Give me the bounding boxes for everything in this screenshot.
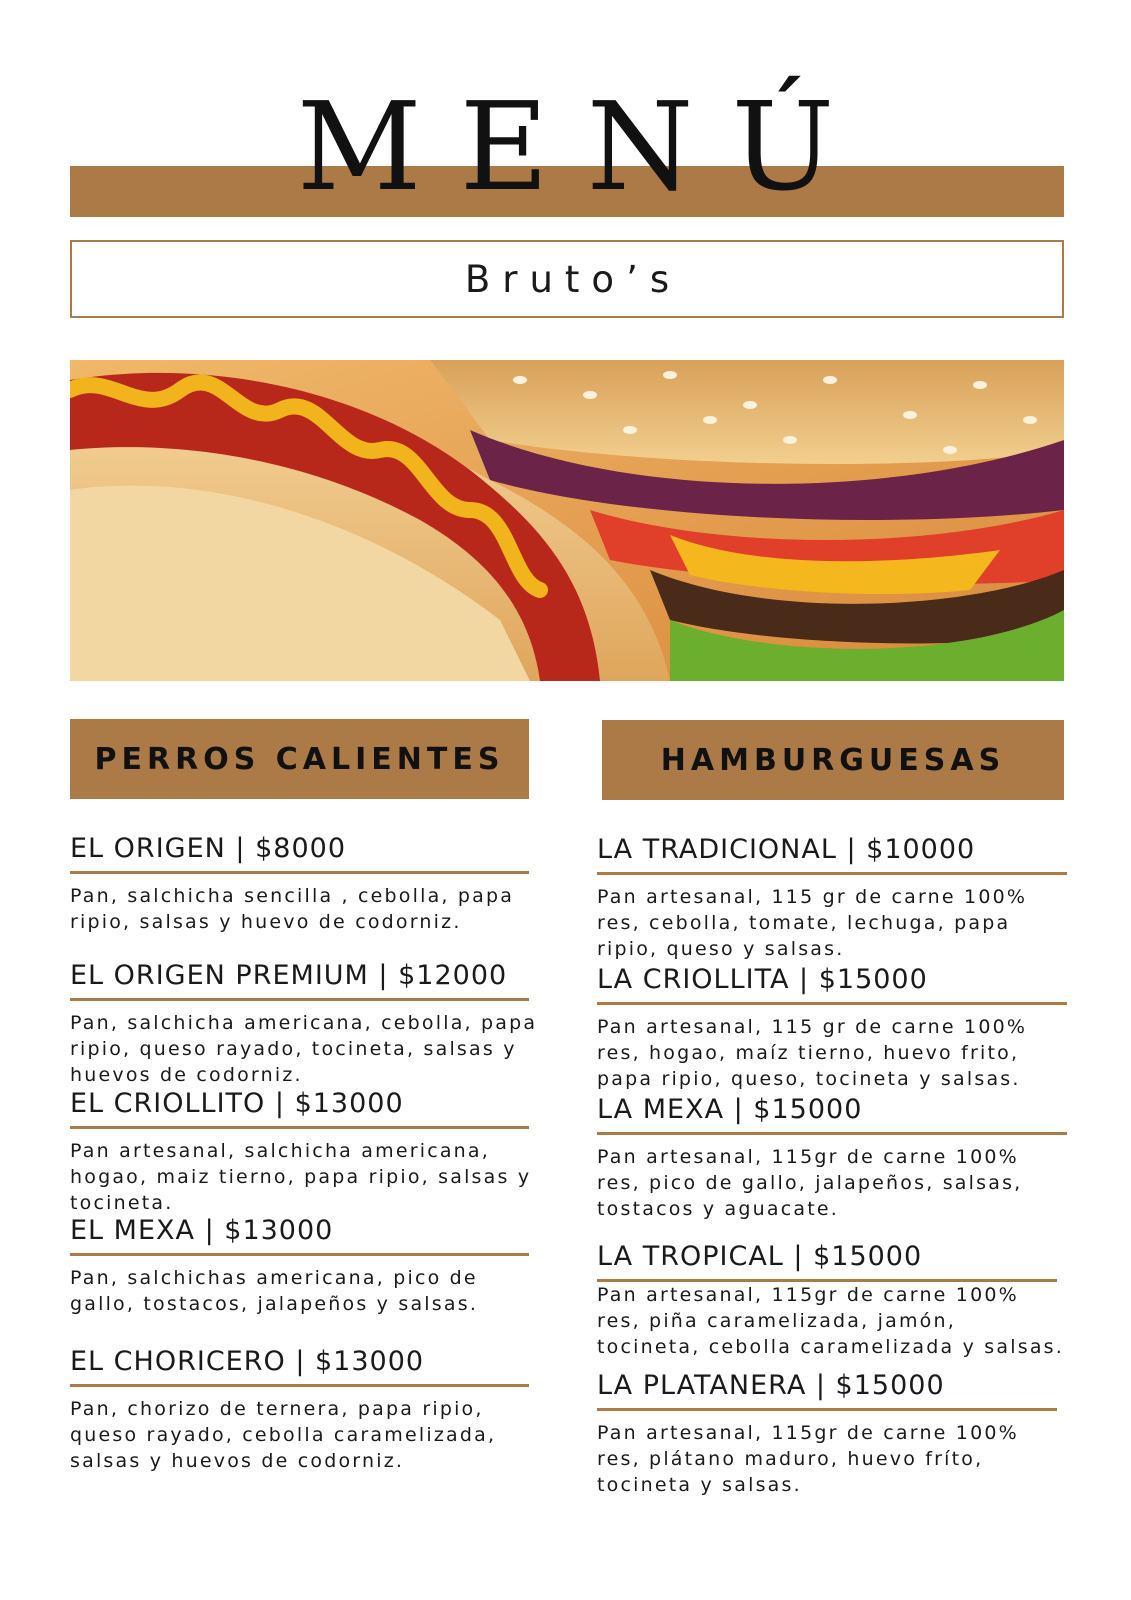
- item-divider: [70, 998, 529, 1001]
- item-title: LA TROPICAL | $15000: [597, 1241, 923, 1272]
- item-description: Pan, chorizo de ternera, papa ripio, queso rayado, cebolla caramelizada, salsas y huevos de codorniz.: [70, 1398, 497, 1472]
- item-divider: [70, 871, 529, 874]
- item-title: LA MEXA | $15000: [597, 1094, 863, 1125]
- item-description: Pan artesanal, 115gr de carne 100% res, piña caramelizada, jamón, tocineta, cebolla caramelizada y salsas.: [597, 1284, 1065, 1358]
- item-title: EL CRIOLLITO | $13000: [70, 1088, 404, 1119]
- item-description: Pan, salchicha sencilla , cebolla, papa ripio, salsas y huevo de codorniz.: [70, 885, 515, 933]
- item-divider: [70, 1253, 529, 1256]
- item-title: LA TRADICIONAL | $10000: [597, 834, 976, 865]
- food-illustration: [70, 360, 1064, 681]
- section-title: HAMBURGUESAS: [660, 742, 1006, 778]
- item-divider: [597, 872, 1067, 875]
- menu-title: MENÚ: [296, 76, 873, 218]
- item-divider: [70, 1126, 529, 1129]
- item-title: EL CHORICERO | $13000: [70, 1346, 425, 1377]
- section-header-hamburguesas: [602, 720, 1064, 800]
- section-title: PERROS CALIENTES: [94, 741, 505, 777]
- item-title: EL MEXA | $13000: [70, 1215, 334, 1246]
- item-title: EL ORIGEN | $8000: [70, 833, 346, 864]
- item-description: Pan, salchicha americana, cebolla, papa ripio, queso rayado, tocineta, salsas y huevos de codorniz.: [70, 1012, 538, 1086]
- restaurant-name: Bruto’s: [464, 257, 682, 301]
- section-header-perros-calientes: [70, 719, 529, 799]
- item-divider: [597, 1408, 1057, 1411]
- item-description: Pan artesanal, 115gr de carne 100% res, pico de gallo, jalapeños, salsas, tostacos y aguacate.: [597, 1146, 1023, 1220]
- item-description: Pan artesanal, 115 gr de carne 100% res, hogao, maíz tierno, huevo frito, papa ripio, queso, tocineta y salsas.: [597, 1016, 1028, 1090]
- hero-food-photo: [70, 360, 1064, 681]
- item-description: Pan artesanal, salchicha americana, hogao, maiz tierno, papa ripio, salsas y tocineta.: [70, 1140, 532, 1214]
- item-divider: [597, 1002, 1067, 1005]
- item-title: LA CRIOLLITA | $15000: [597, 964, 928, 995]
- item-title: LA PLATANERA | $15000: [597, 1370, 945, 1401]
- restaurant-name-box: [70, 240, 1064, 318]
- item-divider: [70, 1384, 529, 1387]
- item-description: Pan artesanal, 115gr de carne 100% res, plátano maduro, huevo fríto, tocineta y salsas.: [597, 1422, 1019, 1496]
- item-divider: [597, 1132, 1067, 1135]
- item-description: Pan artesanal, 115 gr de carne 100% res, cebolla, tomate, lechuga, papa ripio, queso y salsas.: [597, 886, 1028, 960]
- item-description: Pan, salchichas americana, pico de gallo, tostacos, jalapeños y salsas.: [70, 1267, 479, 1315]
- item-title: EL ORIGEN PREMIUM | $12000: [70, 960, 508, 991]
